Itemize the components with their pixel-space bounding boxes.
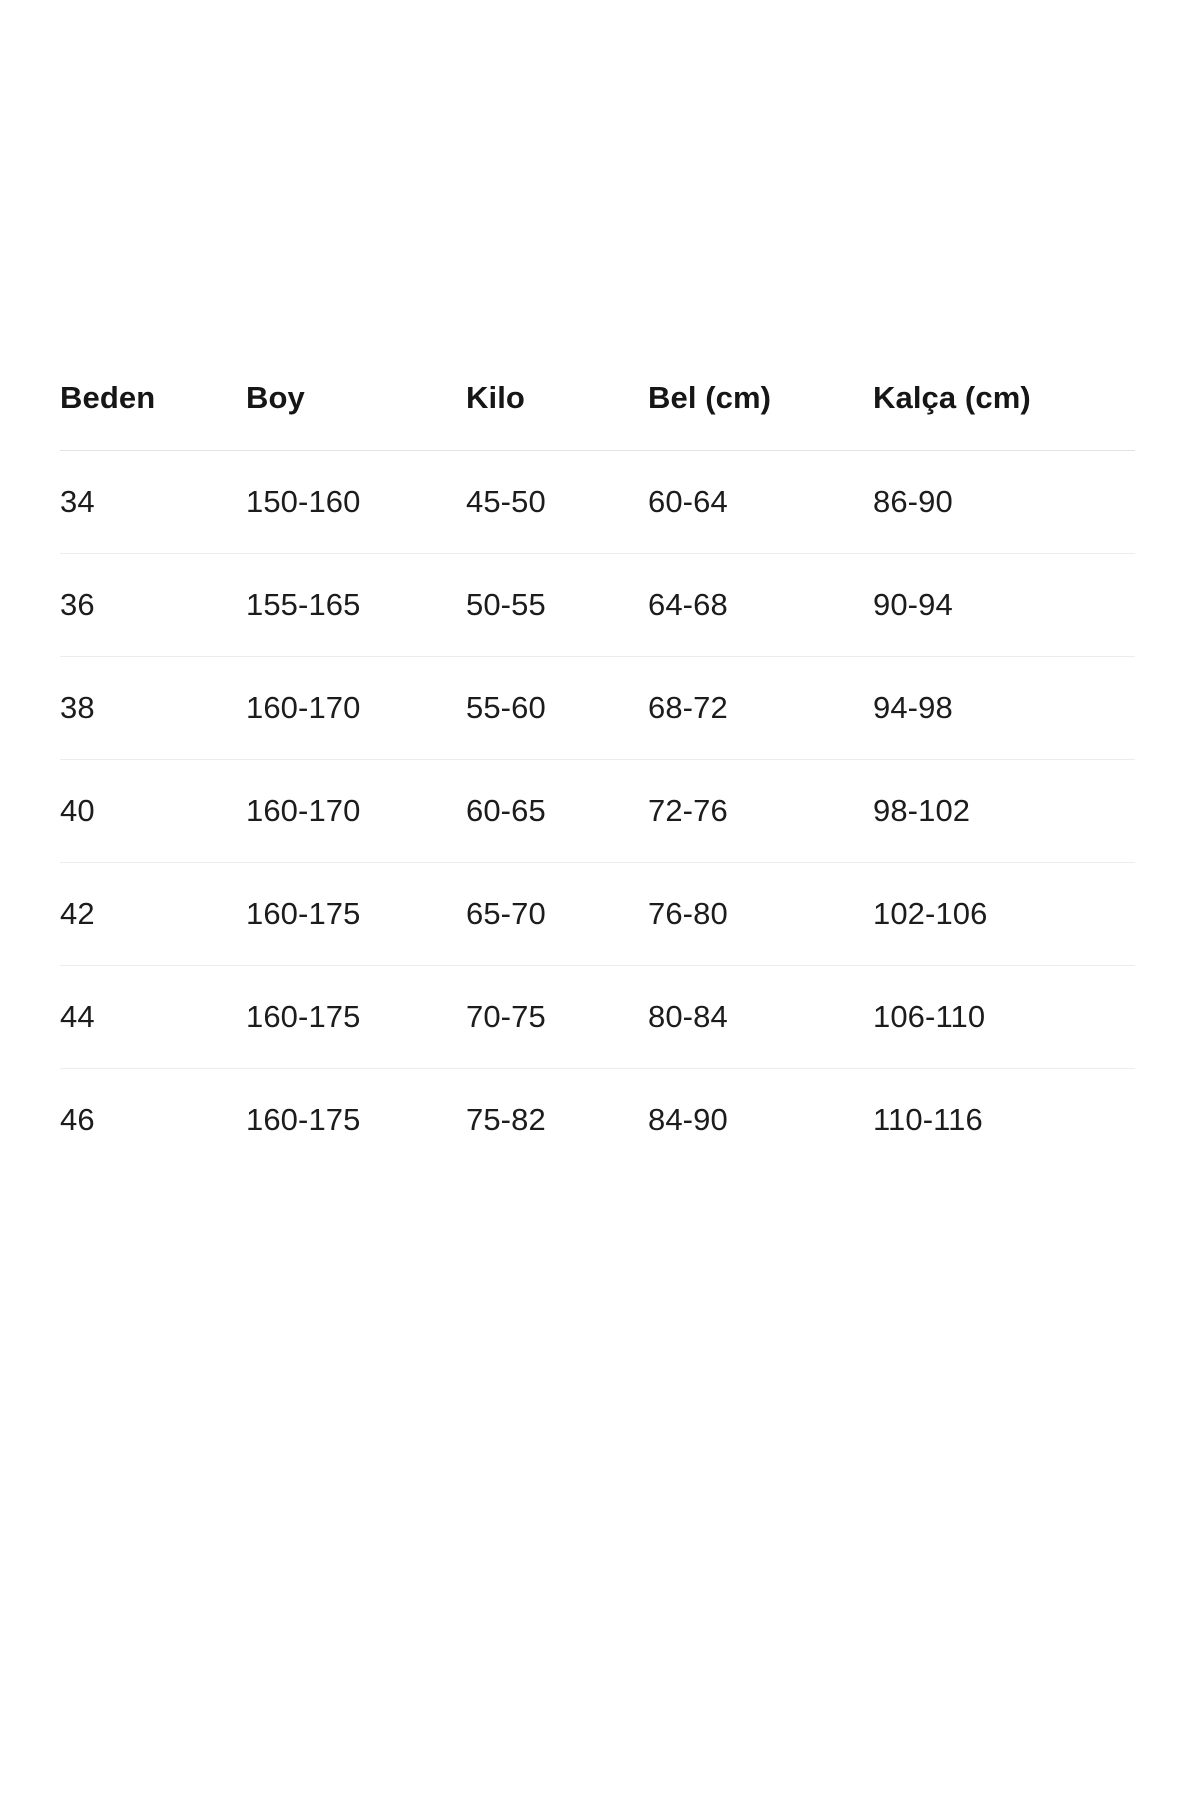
table-row [60,1069,1135,1172]
cell-beden: 38 [60,690,95,725]
cell-bel: 72-76 [648,793,728,828]
cell-boy: 160-170 [246,690,361,725]
table-row [60,657,1135,760]
cell-bel: 84-90 [648,1102,728,1137]
table-row [60,760,1135,863]
cell-kalca: 86-90 [873,484,953,519]
size-table [60,380,1135,1171]
cell-kilo: 70-75 [466,999,546,1034]
cell-kalca: 90-94 [873,587,953,622]
cell-kalca: 94-98 [873,690,953,725]
cell-kalca: 102-106 [873,896,988,931]
cell-kilo: 65-70 [466,896,546,931]
cell-bel: 60-64 [648,484,728,519]
column-header-boy: Boy [246,380,305,415]
table-body [60,451,1135,1172]
cell-beden: 40 [60,793,95,828]
cell-kalca: 110-116 [873,1102,983,1137]
column-header-kalca: Kalça (cm) [873,380,1031,415]
table-row [60,966,1135,1069]
cell-boy: 155-165 [246,587,361,622]
cell-beden: 46 [60,1102,95,1137]
cell-kalca: 106-110 [873,999,986,1034]
cell-kilo: 55-60 [466,690,546,725]
table-row [60,554,1135,657]
cell-kilo: 50-55 [466,587,546,622]
table-row [60,451,1135,554]
cell-bel: 80-84 [648,999,728,1034]
table-header [60,380,1135,451]
cell-beden: 36 [60,587,95,622]
table-header-row [60,380,1135,451]
column-header-beden: Beden [60,380,156,415]
cell-beden: 44 [60,999,95,1034]
cell-boy: 160-175 [246,999,361,1034]
cell-boy: 160-170 [246,793,361,828]
cell-kilo: 60-65 [466,793,546,828]
column-header-bel: Bel (cm) [648,380,772,415]
cell-boy: 150-160 [246,484,361,519]
cell-kilo: 45-50 [466,484,546,519]
column-header-kilo: Kilo [466,380,525,415]
size-table-container [60,380,1135,1171]
cell-boy: 160-175 [246,896,361,931]
cell-bel: 76-80 [648,896,728,931]
cell-beden: 34 [60,484,95,519]
cell-bel: 68-72 [648,690,728,725]
cell-kalca: 98-102 [873,793,971,828]
cell-boy: 160-175 [246,1102,361,1137]
cell-beden: 42 [60,896,95,931]
cell-kilo: 75-82 [466,1102,546,1137]
table-row [60,863,1135,966]
cell-bel: 64-68 [648,587,728,622]
